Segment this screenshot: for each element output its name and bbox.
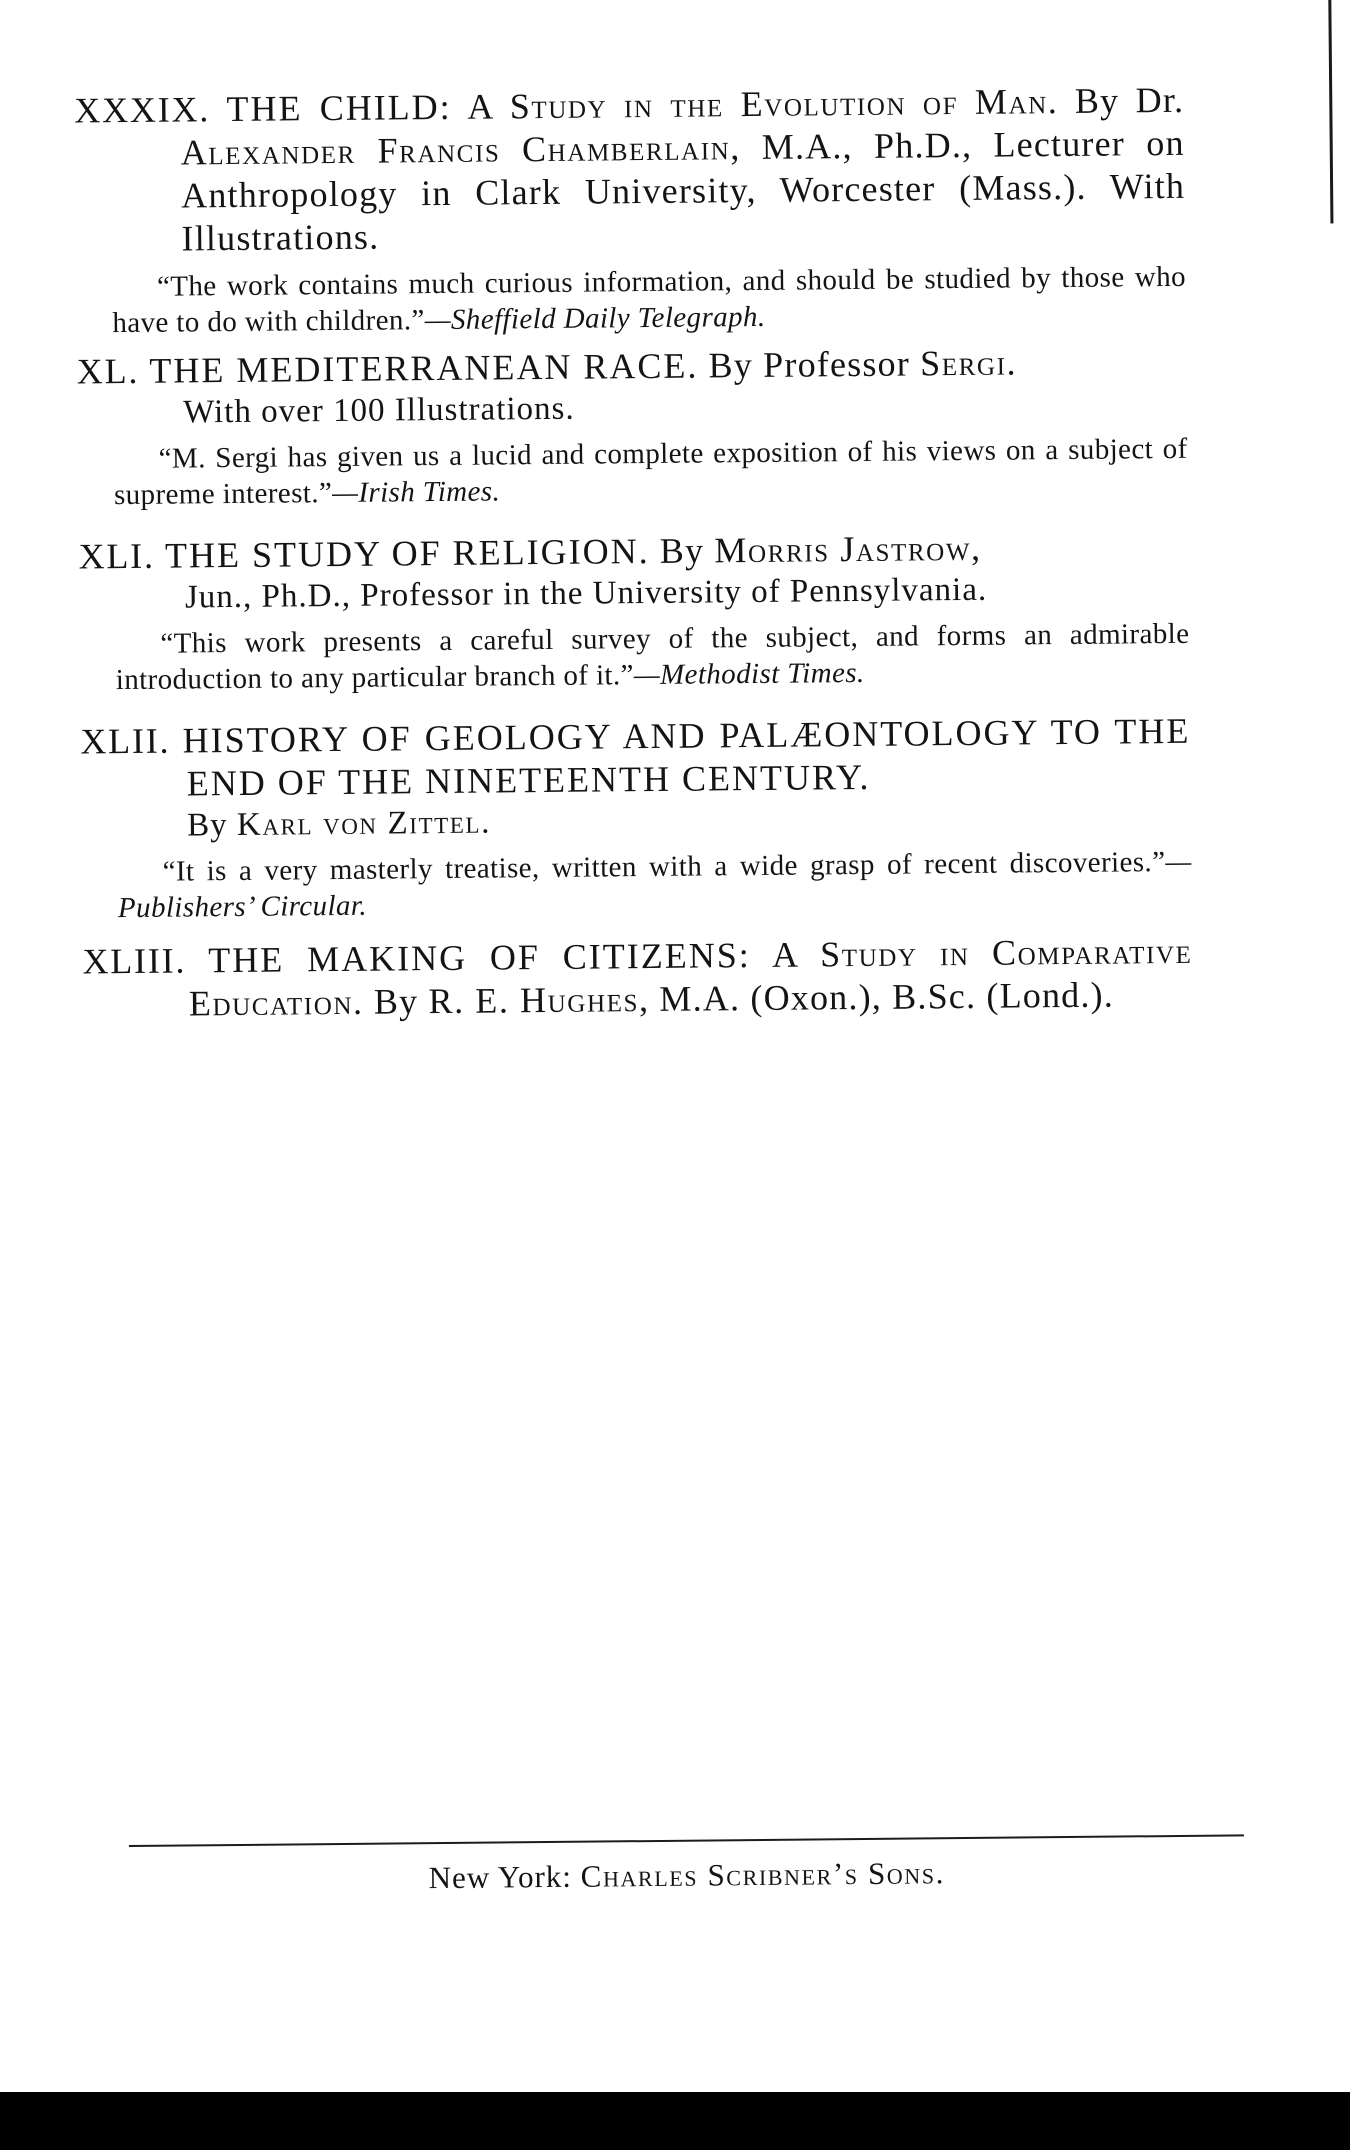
author-credentials: , M.A. (Oxon.), B.Sc. (Lond.). [638,974,1115,1020]
entry-title: THE MEDITERRANEAN RACE. [149,345,699,391]
publisher-imprint [129,1852,1244,1899]
author-name: Karl von Zittel. [236,804,492,843]
catalog-entry-xxxix [74,79,1186,342]
author-name: R. E. Hughes [428,979,640,1022]
entry-number: XLIII. [82,940,187,982]
entry-number: XL. [76,350,140,392]
byline-prefix: By [659,530,705,571]
imprint-city: New York: [428,1858,573,1896]
title-separator: : [439,86,452,127]
byline-prefix: By [187,807,228,844]
review-quote [79,616,1190,699]
entry-title: THE CHILD [226,86,440,130]
byline-prefix: By Professor [708,343,911,386]
review-quote [76,259,1187,342]
quote-text: “This work presents a careful survey of the subject, and forms an admirable introduction to any particular branch of it.” [115,617,1190,697]
entry-title: THE MAKING OF CITIZENS [208,935,739,981]
quote-text: “The work contains much curious information, and should be studied by those who have to do with children.” [112,260,1187,340]
title-separator: : [738,935,751,976]
entry-subtitle: A Study in Comparative Education. [188,930,1193,1024]
author-credentials: Jun., Ph.D., Professor in the University of Pennsylvania. [184,571,988,616]
author-name: Alexander Francis Chamberlain [180,127,731,173]
imprint-publisher: Charles Scribner’s Sons. [580,1855,946,1894]
catalog-entry-xli [78,525,1190,699]
quote-text: “M. Sergi has given us a lucid and complete exposition of his views on a subject of supreme interest.” [113,432,1188,512]
author-name: Sergi. [919,342,1018,384]
entry-number: XXXIX. [74,89,211,131]
review-quote [81,844,1192,927]
author-credentials: , M.A., Ph.D., Lecturer on Anthropology in Clark University, Worcester (Mass.). With Illustrations. [180,122,1186,259]
quote-source: —Methodist Times. [633,656,865,692]
quote-source: —Publishers’ Circular. [117,845,1192,925]
entry-title: HISTORY OF GEOLOGY AND PALÆONTOLOGY TO THE END OF THE NINETEENTH CENTURY. [182,710,1191,804]
entry-title: THE STUDY OF RELIGION. [164,530,650,576]
entry-headline [74,79,1186,262]
entry-number: XLI. [78,535,155,577]
entry-subtitle: A Study in the Evolution of Man. [467,81,1059,127]
review-quote [77,431,1188,514]
page-edge-shadow [1328,0,1333,223]
catalog-entry-xl [77,340,1189,514]
scan-bottom-band [0,2092,1350,2150]
quote-text: “It is a very masterly treatise, written with a wide grasp of recent discoveries.” [162,846,1166,888]
entry-number: XLII. [80,720,171,762]
quote-source: —Sheffield Daily Telegraph. [424,300,766,337]
byline-prefix: By Dr. [1074,79,1185,121]
illustrations-note: With over 100 Illustrations. [183,390,575,431]
author-name: Morris Jastrow, [714,527,982,571]
catalog-entry-xliii [82,930,1193,1027]
catalog-entry-xlii [80,710,1192,927]
footer-rule [129,1834,1244,1847]
entry-headline [80,710,1191,807]
byline-prefix: By [373,981,419,1022]
entry-headline [82,930,1193,1027]
quote-source: —Irish Times. [332,475,501,510]
